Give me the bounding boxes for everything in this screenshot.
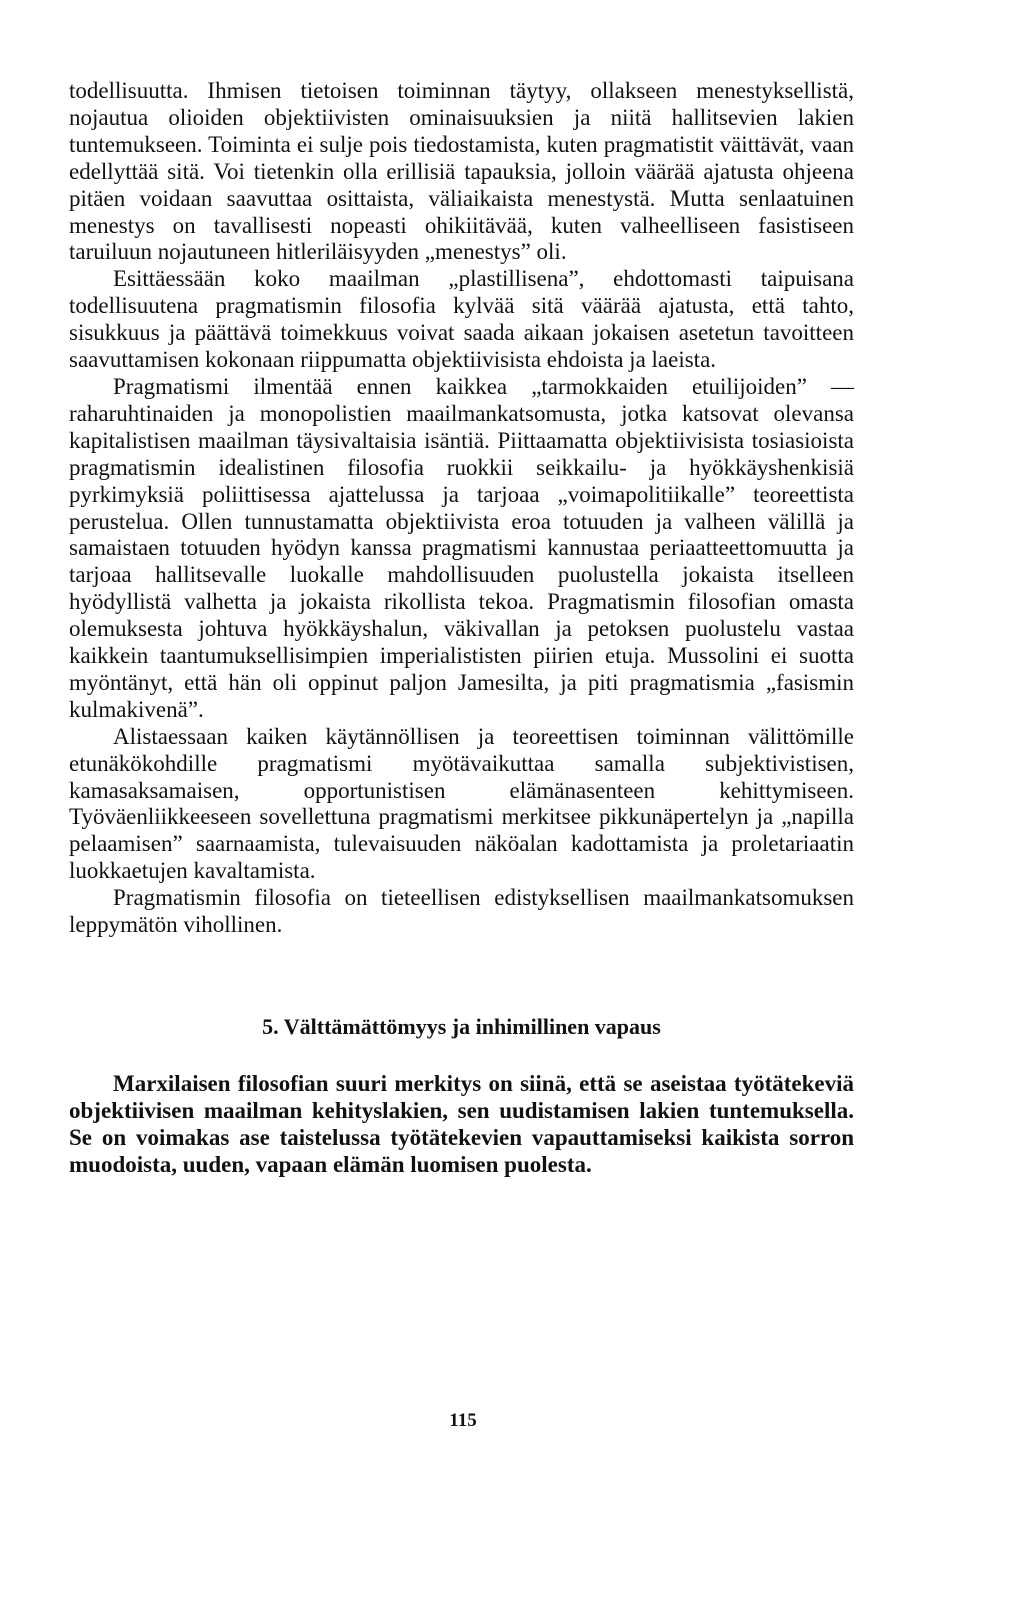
paragraph-3: Pragmatismi ilmentää ennen kaikkea „tarmokkaiden etuilijoiden” — raharuhtinaiden ja monopolistien maailmankatsomusta, jotka katsovat olevansa kapitalistisen maailman täysivaltaisia isäntiä. Piittaamatta objektiivisista tosiasioista pragmatismin idealistinen filosofia ruokkii seikkailu- ja hyökkäyshenkisiä pyrkimyksiä poliittisessa ajattelussa ja tarjoaa „voimapolitiikalle” teoreettista perustelua. Ollen tunnustamatta objektiivista eroa totuuden ja valheen välillä ja samaistaen totuuden hyödyn kanssa pragmatismi kannustaa periaatteettomuutta ja tarjoaa hallitsevalle luokalle mahdollisuuden puolustella jokaista itselleen hyödyllistä valhetta ja jokaista rikollista tekoa. Pragmatismin filosofian omasta olemuksesta johtuva hyökkäyshalun, väkivallan ja petoksen puolustelu vastaa kaikkein taantumuksellisimpien imperialististen piirien etuja. Mussolini ei suotta myöntänyt, että hän oli oppinut paljon Jamesilta, ja piti pragmatismia „fasismin kulmakivenä”. xyxy=(69,373,854,722)
paragraph-4: Alistaessaan kaiken käytännöllisen ja teoreettisen toiminnan välittömille etunäkökohdille pragmatismi myötävaikuttaa samalla subjektivistisen, kamasaksamaisen, opportunistisen elämänasenteen kehittymiseen. Työväenliikkeeseen sovellettuna pragmatismi merkitsee pikkunäpertelyn ja „napilla pelaamisen” saarnaamista, tulevaisuuden näköalan kadottamista ja proletariaatin luokkaetujen kavaltamista. xyxy=(69,723,854,884)
section-heading: 5. Välttämättömyys ja inhimillinen vapaus xyxy=(262,1014,661,1039)
paragraph-2: Esittäessään koko maailman „plastillisena”, ehdottomasti taipuisana todellisuutena pragmatismin filosofia kylvää sitä väärää ajatusta, että tahto, sisukkuus ja päättävä toimekkuus voivat saada aikaan jokaisen asetetun tavoitteen saavuttamisen kokonaan riippumatta objektiivisista ehdoista ja laeista. xyxy=(69,266,854,373)
paragraph-5: Pragmatismin filosofia on tieteellisen edistyksellisen maailmankatsomuksen leppymätön vihollinen. xyxy=(69,885,854,938)
page-number: 115 xyxy=(449,1410,477,1431)
page-body xyxy=(69,78,854,1179)
paragraph-1: todellisuutta. Ihmisen tietoisen toiminnan täytyy, ollakseen menestyksellistä, nojautua olioiden objektiivisten ominaisuuksien ja niitä hallitsevien lakien tuntemukseen. Toiminta ei sulje pois tiedostamista, kuten pragmatistit väittävät, vaan edellyttää sitä. Voi tietenkin olla erillisiä tapauksia, jolloin väärää ajatusta ohjeena pitäen voidaan saavuttaa osittaista, väliaikaista menestystä. Mutta senlaatuinen menestys on tavallisesti nopeasti ohikiitävää, kuten valheelliseen fasistiseen taruiluun nojautuneen hitleriläisyyden „menestys” oli. xyxy=(69,78,854,265)
section-paragraph: Marxilaisen filosofian suuri merkitys on siinä, että se aseistaa työtätekeviä objektiivisen maailman kehityslakien, sen uudistamisen lakien tuntemuksella. Se on voimakas ase taistelussa työtätekevien vapauttamiseksi kaikista sorron muodoista, uuden, vapaan elämän luomisen puolesta. xyxy=(69,1071,854,1177)
